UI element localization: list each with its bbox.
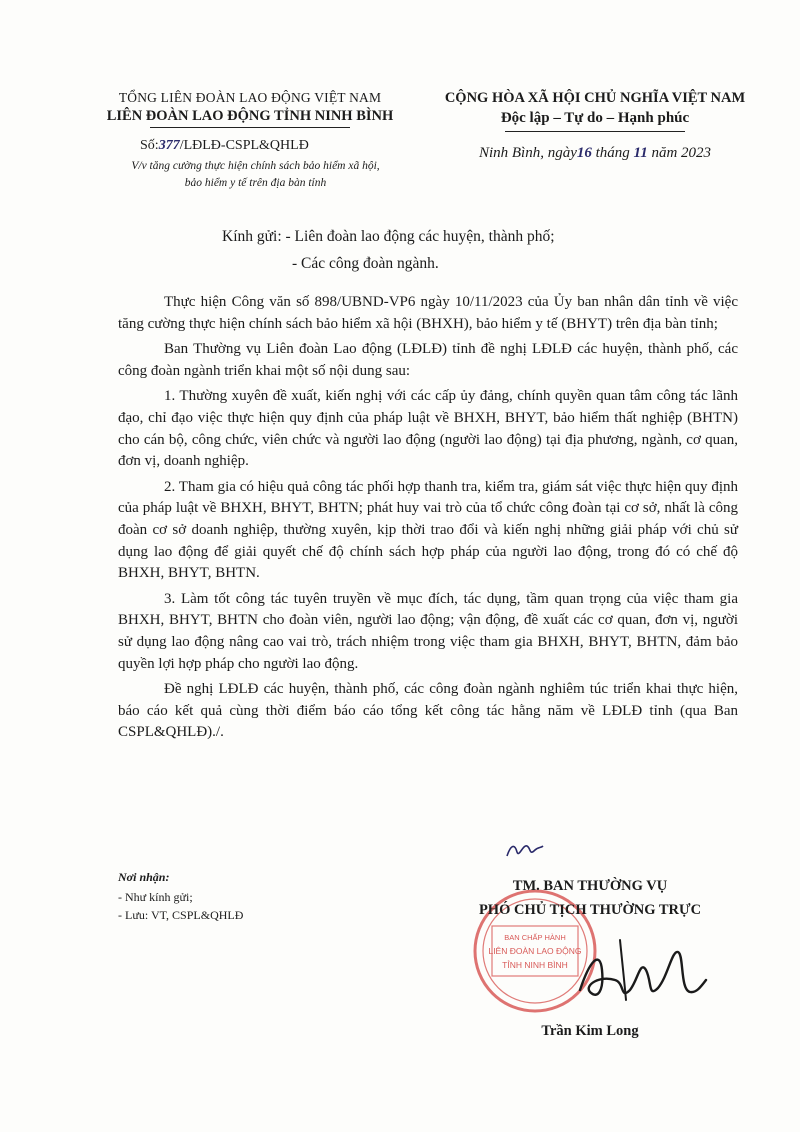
distribution-title: Nơi nhận: — [118, 870, 170, 884]
recipients-line-2: - Các công đoàn ngành. — [292, 255, 439, 272]
seal-text-3: TỈNH NINH BÌNH — [502, 960, 568, 970]
national-title: CỘNG HÒA XÃ HỘI CHỦ NGHĨA VIỆT NAM — [444, 90, 746, 106]
signature-position: PHÓ CHỦ TỊCH THƯỜNG TRỰC — [478, 902, 702, 918]
distribution-item: - Lưu: VT, CSPL&QHLĐ — [118, 908, 244, 922]
signer-name: Trần Kim Long — [541, 1023, 639, 1039]
place-and-date — [425, 145, 765, 162]
doc-number-suffix: /LĐLĐ-CSPL&QHLĐ — [179, 138, 309, 153]
document-subject — [108, 158, 403, 192]
handwritten-signature-icon — [560, 930, 710, 1010]
body-paragraph-4: 2. Tham gia có hiệu quả công tác phối hợp thanh tra, kiểm tra, giám sát việc thực hiện quy định của pháp luật về BHXH, BHYT, BHTN; phát huy vai trò của tổ chức công đoàn tại cơ sở, nhất là công đoàn cơ sở doanh nghiệp, thường xuyên, kịp thời trao đổi và kiến nghị những giải pháp với chủ sử dụng lao động để giải quyết chế độ chính sách hợp pháp của người lao động, trong đó có chế độ BHXH, BHYT, BHTN. — [118, 478, 738, 582]
body-paragraph-2: Ban Thường vụ Liên đoàn Lao động (LĐLĐ) tỉnh đề nghị LĐLĐ các huyện, thành phố, các công đoàn ngành triển khai một số nội dung sau: — [118, 341, 738, 379]
body-paragraph-1: Thực hiện Công văn số 898/UBND-VP6 ngày 10/11/2023 của Ủy ban nhân dân tỉnh về việc tăng cường thực hiện chính sách bảo hiểm xã hội (BHXH), bảo hiểm y tế (BHYT) trên địa bàn tỉnh; — [118, 294, 738, 332]
subject-line-1: V/v tăng cường thực hiện chính sách bảo hiểm xã hội, — [131, 160, 380, 172]
document-number — [140, 138, 309, 154]
initial-mark-icon — [505, 838, 545, 862]
national-motto: Độc lập – Tự do – Hạnh phúc — [500, 110, 690, 126]
doc-number-handwritten: 377 — [158, 138, 180, 153]
distribution-item: - Như kính gửi; — [118, 890, 193, 904]
date-day: 16 — [576, 145, 592, 161]
seal-text-2: LIÊN ĐOÀN LAO ĐỘNG — [488, 946, 582, 956]
org-name-underline — [150, 127, 350, 128]
date-year: năm 2023 — [651, 145, 712, 161]
seal-text-1: BAN CHẤP HÀNH — [504, 933, 566, 942]
parent-organization: TỔNG LIÊN ĐOÀN LAO ĐỘNG VIỆT NAM — [118, 90, 382, 105]
recipients-line-1: Kính gửi: - Liên đoàn lao động các huyện, thành phố; — [222, 228, 555, 245]
document-body — [118, 292, 738, 748]
date-month: 11 — [633, 145, 648, 161]
body-paragraph-5: 3. Làm tốt công tác tuyên truyền về mục đích, tác dụng, tầm quan trọng của việc tham gia BHXH, BHYT, BHTN cho đoàn viên, người lao động; vận động, đề xuất các cơ quan, đơn vị, người sử dụng lao động nâng cao vai trò, trách nhiệm trong việc tham gia BHXH, BHYT, BHTN, đảm bảo quyền lợi hợp pháp cho người lao động. — [118, 590, 738, 672]
motto-underline — [505, 131, 685, 132]
signature-authority: TM. BAN THƯỜNG VỤ — [512, 878, 668, 894]
date-month-label: tháng — [595, 145, 630, 161]
subject-line-2: bảo hiểm y tế trên địa bàn tỉnh — [184, 177, 327, 189]
date-prefix: Ninh Bình, ngày — [478, 145, 577, 161]
doc-number-prefix: Số: — [140, 138, 159, 153]
body-paragraph-6: Đề nghị LĐLĐ các huyện, thành phố, các công đoàn ngành nghiêm túc triển khai thực hiện, báo cáo kết quả cùng thời điểm báo cáo tổng kết công tác hằng năm về LĐLĐ tỉnh (qua Ban CSPL&QHLĐ)./. — [118, 681, 738, 741]
body-paragraph-3: 1. Thường xuyên đề xuất, kiến nghị với các cấp ủy đảng, chính quyền quan tâm công tác lãnh đạo, chỉ đạo việc thực hiện quy định của pháp luật về BHXH, BHYT, bảo hiểm thất nghiệp (BHTN) cho cán bộ, công chức, viên chức và người lao động (người lao động) tại địa phương, ngành, cơ quan, đơn vị, doanh nghiệp. — [118, 388, 738, 470]
organization-name: LIÊN ĐOÀN LAO ĐỘNG TỈNH NINH BÌNH — [106, 108, 394, 124]
